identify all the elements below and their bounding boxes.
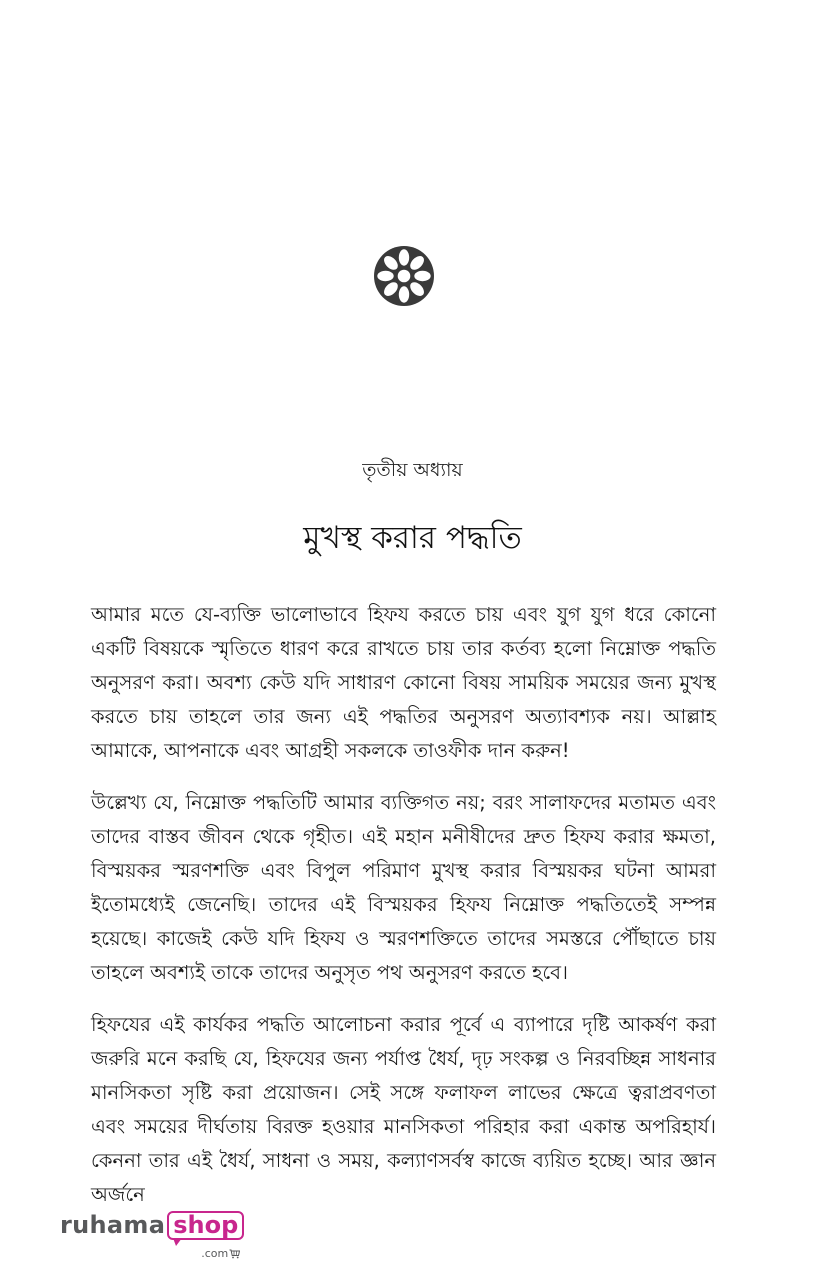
logo-text-shop: shop — [173, 1211, 239, 1239]
chapter-label: তৃতীয় অধ্যায় — [362, 459, 463, 481]
ruhamashop-logo — [60, 1210, 244, 1260]
chapter-title: মুখস্থ করার পদ্ধতি — [303, 520, 522, 556]
logo-text-com: .com — [201, 1247, 229, 1260]
logo-domain-suffix — [201, 1242, 240, 1266]
cart-icon — [229, 1249, 240, 1259]
logo-text-ruhama: ruhama — [60, 1211, 166, 1239]
body-text — [91, 598, 716, 1230]
flower-wheel-ornament-icon — [373, 245, 435, 307]
speech-bubble-tail-icon — [173, 1238, 182, 1246]
logo-shop-badge — [167, 1211, 244, 1260]
paragraph-2: উল্লেখ্য যে, নিম্নোক্ত পদ্ধতিটি আমার ব্যক্তিগত নয়; বরং সালাফদের মতামত এবং তাদের বাস্তব জীবন থেকে গৃহীত। এই মহান মনীষীদের দ্রুত হিফয করার ক্ষমতা, বিস্ময়কর স্মরণশক্তি এবং বিপুল পরিমাণ মুখস্থ করার বিস্ময়কর ঘটনা আমরা ইতোমধ্যেই জেনেছি। তাদের এই বিস্ময়কর হিফয নিম্নোক্ত পদ্ধতিতেই সম্পন্ন হয়েছে। কাজেই কেউ যদি হিফয ও স্মরণশক্তিতে তাদের সমস্তরে পৌঁছাতে চায় তাহলে অবশ্যই তাকে তাদের অনুসৃত পথ অনুসরণ করতে হবে। — [91, 791, 716, 984]
paragraph-3: হিফযের এই কার্যকর পদ্ধতি আলোচনা করার পূর্বে এ ব্যাপারে দৃষ্টি আকর্ষণ করা জরুরি মনে করছি যে, হিফযের জন্য পর্যাপ্ত ধৈর্য, দৃঢ় সংকল্প ও নিরবচ্ছিন্ন সাধনার মানসিকতা সৃষ্টি করা প্রয়োজন। সেই সঙ্গে ফলাফল লাভের ক্ষেত্রে ত্বরাপ্রবণতা এবং সময়ের দীর্ঘতায় বিরক্ত হওয়ার মানসিকতা পরিহার করা একান্ত অপরিহার্য। কেননা তার এই ধৈর্য, সাধনা ও সময়, কল্যাণসর্বস্ব কাজে ব্যয়িত হচ্ছে। আর জ্ঞান অর্জনে — [91, 1013, 716, 1206]
paragraph-1: আমার মতে যে-ব্যক্তি ভালোভাবে হিফয করতে চায় এবং যুগ যুগ ধরে কোনো একটি বিষয়কে স্মৃতিতে ধারণ করে রাখতে চায় তার কর্তব্য হলো নিম্নোক্ত পদ্ধতি অনুসরণ করা। অবশ্য কেউ যদি সাধারণ কোনো বিষয় সাময়িক সময়ের জন্য মুখস্থ করতে চায় তাহলে তার জন্য এই পদ্ধতির অনুসরণ অত্যাবশ্যক নয়। আল্লাহ আমাকে, আপনাকে এবং আগ্রহী সকলকে তাওফীক দান করুন! — [91, 603, 716, 762]
